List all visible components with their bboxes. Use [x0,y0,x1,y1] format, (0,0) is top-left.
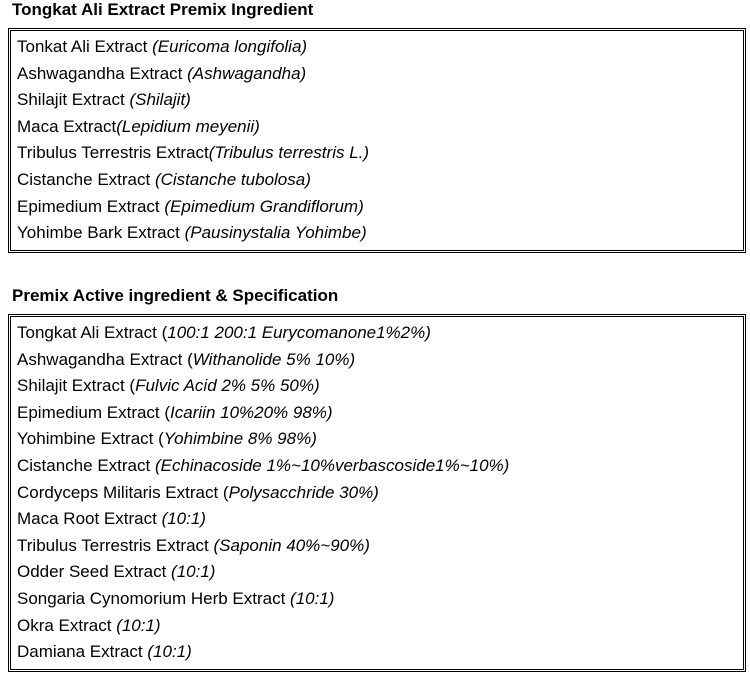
list-item [17,140,737,167]
list-item [17,533,737,560]
list-item [17,559,737,586]
list-item [17,220,737,247]
item-detail: (Euricoma longifolia) [152,37,308,56]
list-item [17,114,737,141]
ingredient-list-box [8,28,746,253]
item-name: Ashwagandha Extract [17,63,188,83]
item-detail: (10:1) [171,562,216,582]
list-item [17,613,737,640]
list-item [17,347,737,374]
item-name: Okra Extract [17,615,117,635]
item-detail: (Ashwagandha) [187,63,307,83]
active-ingredient-section [8,286,746,672]
item-name: Damiana Extract [17,642,148,662]
item-detail: (Saponin 40%~90%) [213,535,370,555]
item-name: Epimedium Extract [17,196,165,216]
item-detail: (Pausinystalia Yohimbe) [184,223,367,243]
list-item [17,320,737,347]
item-name: Tongkat Ali Extract ( [17,323,168,342]
item-detail: (Cistanche tubolosa) [154,169,311,189]
item-detail: (10:1) [147,642,192,662]
item-detail: (10:1) [116,615,161,635]
item-detail: Withanolide 5% 10%) [192,349,356,369]
specification-list-box [8,314,746,672]
item-name: Shilajit Extract [17,90,130,110]
item-detail: Yohimbine 8% 98%) [163,429,317,449]
item-name: Ashwagandha Extract ( [17,349,193,369]
item-name: Yohimbine Extract ( [17,429,164,449]
section-title: Tongkat Ali Extract Premix Ingredient [12,0,314,19]
list-item [17,426,737,453]
list-item [17,586,737,613]
list-item [17,506,737,533]
item-detail: (Tribulus terrestris L.) [208,143,370,163]
list-item [17,167,737,194]
item-name: Epimedium Extract ( [17,402,171,422]
list-item [17,400,737,427]
list-item [17,34,737,61]
list-item [17,373,737,400]
list-item [17,639,737,666]
item-name: Cordyceps Militaris Extract ( [17,482,229,502]
item-name: Maca Root Extract [17,509,162,529]
item-detail: Icariin 10%20% 98%) [170,402,333,422]
item-name: Yohimbe Bark Extract [17,223,185,243]
item-name: Odder Seed Extract [17,562,172,582]
list-item [17,453,737,480]
section-title: Premix Active ingredient & Specification [12,286,339,305]
item-detail: Fulvic Acid 2% 5% 50%) [135,376,320,396]
item-name: Maca Extract [17,116,117,136]
list-item [17,194,737,221]
item-detail: (Echinacoside 1%~10%verbascoside1%~10%) [154,455,510,475]
list-item [17,61,737,88]
item-name: Cistanche Extract [17,455,155,475]
item-name: Tribulus Terrestris Extract [17,535,214,555]
item-name: Tribulus Terrestris Extract [17,143,209,163]
item-detail: (10:1) [161,509,206,529]
item-detail: Polysacchride 30%) [228,482,379,502]
item-detail: (10:1) [290,588,335,608]
item-detail: 100:1 200:1 Eurycomanone1%2%) [167,323,431,342]
list-item [17,480,737,507]
item-name: Shilajit Extract ( [17,376,136,396]
item-detail: (Shilajit) [129,90,191,110]
item-name: Cistanche Extract [17,169,155,189]
item-detail: (Lepidium meyenii) [116,116,260,136]
list-item [17,87,737,114]
item-detail: (Epimedium Grandiflorum) [164,196,364,216]
item-name: Tonkat Ali Extract [17,37,153,56]
item-name: Songaria Cynomorium Herb Extract [17,588,291,608]
premix-ingredient-section [8,0,746,253]
